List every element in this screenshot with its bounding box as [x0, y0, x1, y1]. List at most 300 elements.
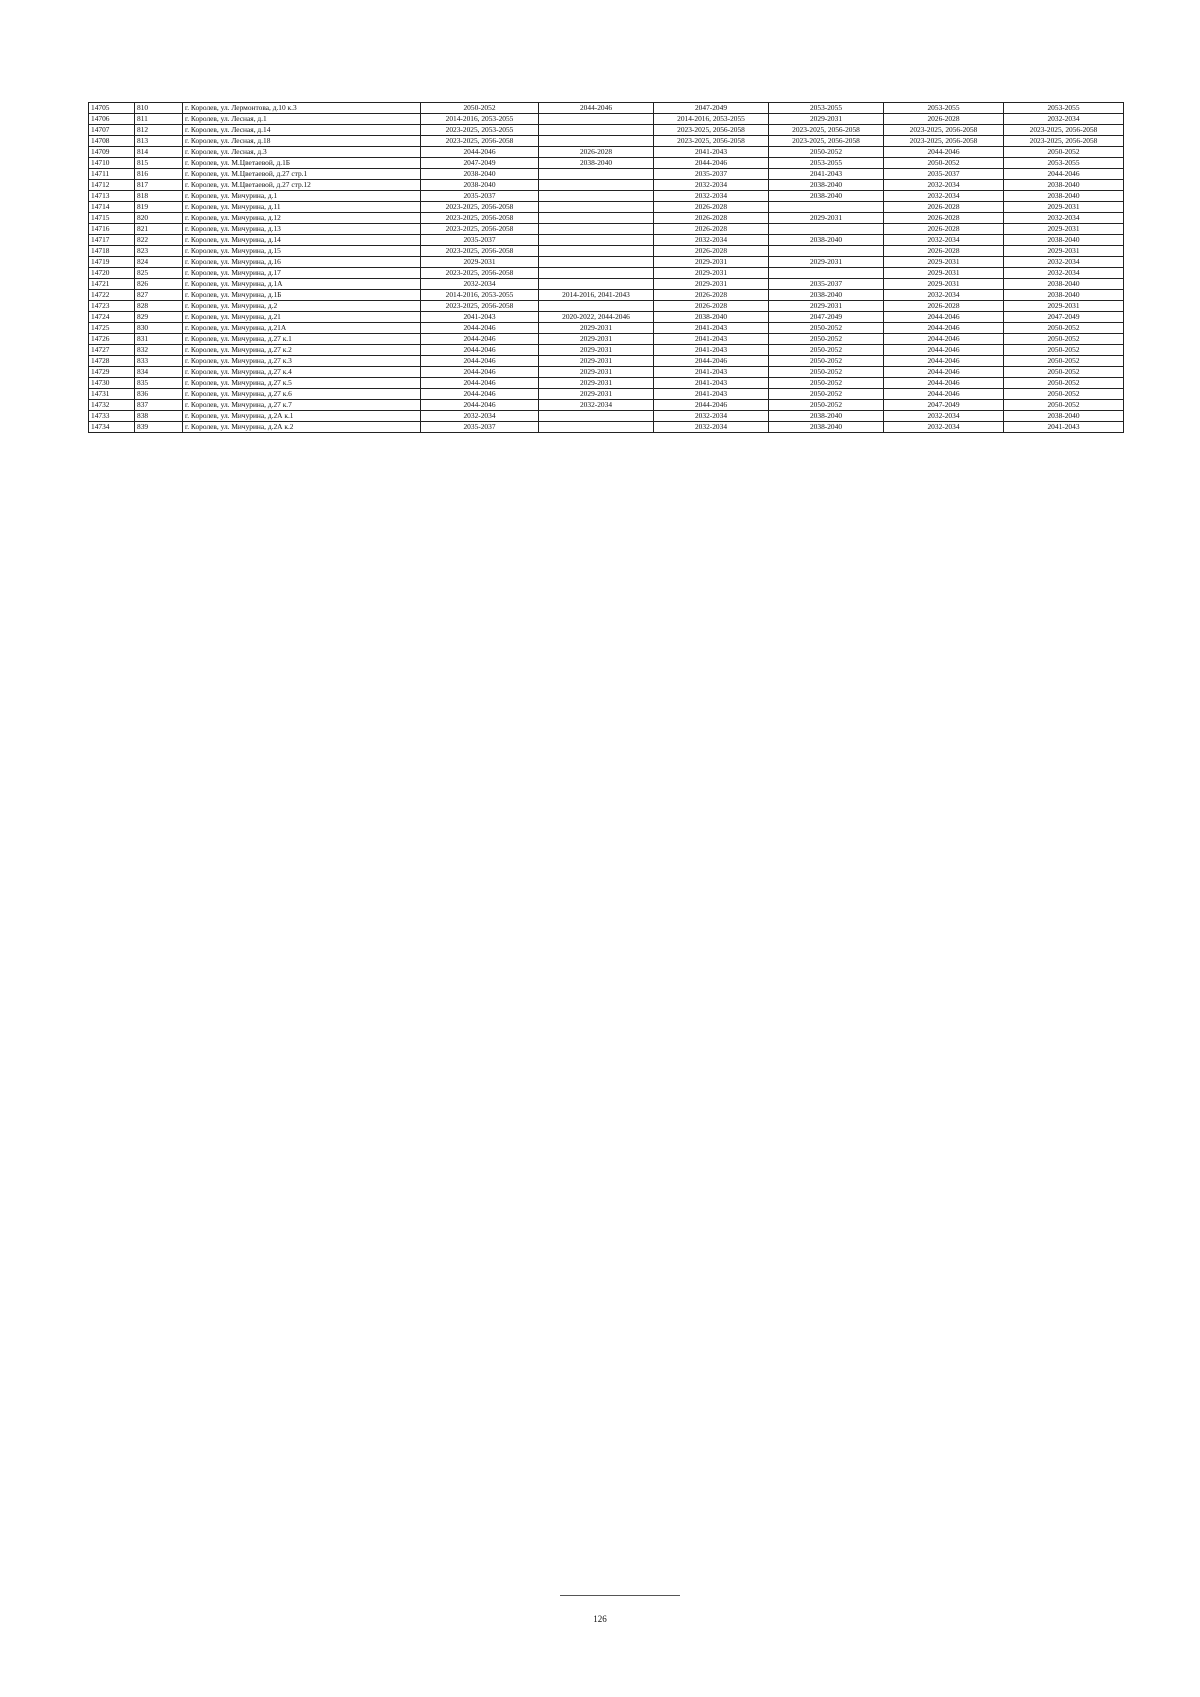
table-cell: 2032-2034	[884, 180, 1004, 191]
table-cell: г. Королев, ул. Мичурина, д.16	[183, 257, 421, 268]
table-cell: 2041-2043	[654, 147, 769, 158]
table-cell: 2038-2040	[421, 169, 539, 180]
table-cell: 2053-2055	[769, 103, 884, 114]
table-cell: г. Королев, ул. Лесная, д.1	[183, 114, 421, 125]
table-cell: 2023-2025, 2056-2058	[654, 136, 769, 147]
table-cell: 2038-2040	[1004, 191, 1124, 202]
table-cell: 826	[135, 279, 183, 290]
table-cell: 2014-2016, 2053-2055	[421, 114, 539, 125]
table-cell: 2038-2040	[1004, 411, 1124, 422]
table-cell: 836	[135, 389, 183, 400]
table-cell: 816	[135, 169, 183, 180]
table-cell: 2023-2025, 2056-2058	[421, 136, 539, 147]
table-cell: г. Королев, ул. Мичурина, д.15	[183, 246, 421, 257]
table-cell	[769, 202, 884, 213]
table-cell: 14729	[89, 367, 135, 378]
table-cell: 2020-2022, 2044-2046	[539, 312, 654, 323]
table-cell: г. Королев, ул. Мичурина, д.27 к.7	[183, 400, 421, 411]
table-cell: 2026-2028	[654, 224, 769, 235]
table-cell: 2035-2037	[421, 422, 539, 433]
table-row	[89, 147, 1124, 158]
table-cell: 14713	[89, 191, 135, 202]
table-cell: 2041-2043	[654, 345, 769, 356]
table-cell: 2038-2040	[1004, 290, 1124, 301]
table-cell: г. Королев, ул. Мичурина, д.27 к.2	[183, 345, 421, 356]
table-cell	[539, 125, 654, 136]
table-cell: 2023-2025, 2056-2058	[884, 136, 1004, 147]
table-cell: 2032-2034	[884, 411, 1004, 422]
table-cell: 2044-2046	[884, 312, 1004, 323]
table-cell: г. Королев, ул. М.Цветаевой, д.27 стр.12	[183, 180, 421, 191]
table-cell: 2029-2031	[1004, 246, 1124, 257]
table-cell: 2014-2016, 2041-2043	[539, 290, 654, 301]
table-cell: г. Королев, ул. Мичурина, д.17	[183, 268, 421, 279]
table-cell: 2044-2046	[421, 389, 539, 400]
table-row	[89, 257, 1124, 268]
table-row	[89, 136, 1124, 147]
table-cell: г. Королев, ул. Мичурина, д.1А	[183, 279, 421, 290]
table-cell: 2023-2025, 2056-2058	[421, 246, 539, 257]
table-cell: г. Королев, ул. Мичурина, д.21	[183, 312, 421, 323]
data-table	[88, 102, 1124, 433]
table-row	[89, 191, 1124, 202]
table-cell	[539, 202, 654, 213]
table-cell: 811	[135, 114, 183, 125]
table-cell: 2050-2052	[769, 345, 884, 356]
table-cell: 819	[135, 202, 183, 213]
table-cell: 2029-2031	[539, 334, 654, 345]
table-row	[89, 246, 1124, 257]
table-cell: 2029-2031	[654, 257, 769, 268]
table-row	[89, 312, 1124, 323]
table-cell: 2026-2028	[884, 114, 1004, 125]
table-cell: 2029-2031	[884, 257, 1004, 268]
table-row	[89, 411, 1124, 422]
table-cell: 2050-2052	[769, 147, 884, 158]
table-cell: 2032-2034	[1004, 114, 1124, 125]
table-cell: 2029-2031	[769, 114, 884, 125]
table-cell: 14734	[89, 422, 135, 433]
table-cell: 2032-2034	[1004, 268, 1124, 279]
table-cell: 2050-2052	[1004, 147, 1124, 158]
table-cell: 2044-2046	[884, 334, 1004, 345]
table-cell: 2050-2052	[421, 103, 539, 114]
table-cell: 815	[135, 158, 183, 169]
table-cell: 2053-2055	[1004, 103, 1124, 114]
table-cell: 2029-2031	[654, 279, 769, 290]
table-cell: 2035-2037	[654, 169, 769, 180]
table-cell: 14730	[89, 378, 135, 389]
table-cell	[769, 224, 884, 235]
table-row	[89, 235, 1124, 246]
table-cell: 2032-2034	[654, 180, 769, 191]
table-row	[89, 180, 1124, 191]
table-cell: 14732	[89, 400, 135, 411]
table-cell: 2041-2043	[654, 389, 769, 400]
table-cell: 2032-2034	[884, 290, 1004, 301]
table-cell: 2044-2046	[884, 367, 1004, 378]
table-cell: 822	[135, 235, 183, 246]
table-cell: 2026-2028	[654, 301, 769, 312]
table-row	[89, 334, 1124, 345]
table-row	[89, 125, 1124, 136]
table-cell: 14712	[89, 180, 135, 191]
table-cell	[539, 279, 654, 290]
table-cell	[539, 180, 654, 191]
table-cell: г. Королев, ул. М.Цветаевой, д.1Б	[183, 158, 421, 169]
table-cell: 2038-2040	[769, 180, 884, 191]
table-cell: 2041-2043	[769, 169, 884, 180]
table-cell: 2029-2031	[884, 268, 1004, 279]
table-cell: г. Королев, ул. Мичурина, д.27 к.1	[183, 334, 421, 345]
table-cell: г. Королев, ул. Лесная, д.3	[183, 147, 421, 158]
table-cell: 2044-2046	[884, 323, 1004, 334]
table-cell: 821	[135, 224, 183, 235]
table-cell: 2029-2031	[539, 367, 654, 378]
table-cell	[539, 411, 654, 422]
table-cell: 2026-2028	[654, 246, 769, 257]
table-cell: 2047-2049	[884, 400, 1004, 411]
table-cell: 14722	[89, 290, 135, 301]
table-cell: 14708	[89, 136, 135, 147]
table-cell: 2050-2052	[769, 389, 884, 400]
table-row	[89, 356, 1124, 367]
table-cell: 2041-2043	[654, 367, 769, 378]
table-row	[89, 169, 1124, 180]
table-cell: 2023-2025, 2056-2058	[421, 224, 539, 235]
table-cell: 14719	[89, 257, 135, 268]
table-cell	[769, 246, 884, 257]
table-cell: 2029-2031	[421, 257, 539, 268]
table-cell: г. Королев, ул. Мичурина, д.1	[183, 191, 421, 202]
table-cell: 834	[135, 367, 183, 378]
table-cell: 2026-2028	[654, 202, 769, 213]
table-cell: 823	[135, 246, 183, 257]
table-cell: 2032-2034	[884, 191, 1004, 202]
table-cell: 810	[135, 103, 183, 114]
table-cell: 2029-2031	[769, 213, 884, 224]
table-cell: 2038-2040	[769, 290, 884, 301]
table-cell: г. Королев, ул. М.Цветаевой, д.27 стр.1	[183, 169, 421, 180]
table-cell: 2044-2046	[421, 378, 539, 389]
table-cell: 2050-2052	[1004, 345, 1124, 356]
table-cell: 835	[135, 378, 183, 389]
table-row	[89, 400, 1124, 411]
table-cell: 2032-2034	[1004, 257, 1124, 268]
table-row	[89, 378, 1124, 389]
table-cell	[539, 246, 654, 257]
table-cell: 14707	[89, 125, 135, 136]
table-cell: 2053-2055	[1004, 158, 1124, 169]
table-cell: 2038-2040	[539, 158, 654, 169]
table-cell: 2032-2034	[654, 411, 769, 422]
table-cell: 2026-2028	[884, 213, 1004, 224]
table-cell: 2035-2037	[769, 279, 884, 290]
table-cell: 833	[135, 356, 183, 367]
table-cell: 2041-2043	[421, 312, 539, 323]
table-cell: 2044-2046	[421, 345, 539, 356]
table-cell: 14723	[89, 301, 135, 312]
table-cell: 2050-2052	[769, 367, 884, 378]
table-cell	[539, 301, 654, 312]
table-cell: 2029-2031	[654, 268, 769, 279]
table-cell: 2032-2034	[884, 235, 1004, 246]
table-cell: г. Королев, ул. Лесная, д.14	[183, 125, 421, 136]
table-cell: 2029-2031	[539, 378, 654, 389]
table-cell: 2044-2046	[421, 147, 539, 158]
table-cell: 830	[135, 323, 183, 334]
table-cell: 2023-2025, 2056-2058	[769, 125, 884, 136]
table-cell: 2050-2052	[769, 378, 884, 389]
table-cell: 2026-2028	[654, 213, 769, 224]
table-cell: 2044-2046	[421, 367, 539, 378]
table-cell: г. Королев, ул. Мичурина, д.27 к.3	[183, 356, 421, 367]
table-cell: г. Королев, ул. Мичурина, д.27 к.6	[183, 389, 421, 400]
table-cell: 812	[135, 125, 183, 136]
table-cell: 2050-2052	[769, 334, 884, 345]
table-cell: 2032-2034	[654, 235, 769, 246]
table-cell: 2050-2052	[1004, 323, 1124, 334]
table-cell: г. Королев, ул. Мичурина, д.27 к.4	[183, 367, 421, 378]
table-cell: 14711	[89, 169, 135, 180]
table-cell: г. Королев, ул. Мичурина, д.12	[183, 213, 421, 224]
table-cell	[539, 422, 654, 433]
table-cell: 2050-2052	[769, 323, 884, 334]
table-cell: 2053-2055	[884, 103, 1004, 114]
table-cell: 2032-2034	[421, 279, 539, 290]
table-cell: 2041-2043	[654, 323, 769, 334]
table-row	[89, 422, 1124, 433]
table-cell	[769, 268, 884, 279]
table-cell: 2038-2040	[654, 312, 769, 323]
table-cell: 2029-2031	[769, 257, 884, 268]
table-cell: 14709	[89, 147, 135, 158]
table-cell: 2038-2040	[769, 422, 884, 433]
table-cell: 838	[135, 411, 183, 422]
table-cell: г. Королев, ул. Мичурина, д.1Б	[183, 290, 421, 301]
table-cell: г. Королев, ул. Мичурина, д.14	[183, 235, 421, 246]
table-row	[89, 367, 1124, 378]
table-cell: 2038-2040	[1004, 180, 1124, 191]
table-cell: 14721	[89, 279, 135, 290]
table-cell: 818	[135, 191, 183, 202]
table-cell: 2032-2034	[421, 411, 539, 422]
table-cell: 2050-2052	[1004, 389, 1124, 400]
table-cell: 831	[135, 334, 183, 345]
table-cell: 2044-2046	[884, 345, 1004, 356]
page-number: 126	[593, 1614, 607, 1624]
table-cell: 2014-2016, 2053-2055	[654, 114, 769, 125]
table-cell: 2029-2031	[769, 301, 884, 312]
table-cell: 2044-2046	[539, 103, 654, 114]
table-cell: 828	[135, 301, 183, 312]
table-cell: 2026-2028	[539, 147, 654, 158]
table-row	[89, 158, 1124, 169]
table-cell	[539, 191, 654, 202]
table-cell: 2032-2034	[539, 400, 654, 411]
footer-divider	[560, 1595, 680, 1596]
table-cell: 827	[135, 290, 183, 301]
table-cell: 2035-2037	[421, 191, 539, 202]
table-cell: г. Королев, ул. Мичурина, д.2А к.1	[183, 411, 421, 422]
table-cell: 2044-2046	[654, 356, 769, 367]
table-cell: 2047-2049	[421, 158, 539, 169]
table-cell: г. Королев, ул. Мичурина, д.21А	[183, 323, 421, 334]
table-row	[89, 202, 1124, 213]
table-cell: 2044-2046	[421, 323, 539, 334]
table-cell: 14710	[89, 158, 135, 169]
table-cell: 14715	[89, 213, 135, 224]
table-cell	[539, 213, 654, 224]
table-cell: 2044-2046	[884, 147, 1004, 158]
table-cell: 2035-2037	[421, 235, 539, 246]
table-cell: 832	[135, 345, 183, 356]
table-cell: 2050-2052	[1004, 356, 1124, 367]
table-cell	[539, 224, 654, 235]
table-cell: г. Королев, ул. Лесная, д.18	[183, 136, 421, 147]
table-cell: 14731	[89, 389, 135, 400]
table-cell: 2023-2025, 2056-2058	[421, 202, 539, 213]
table-cell: 14716	[89, 224, 135, 235]
table-cell: 14724	[89, 312, 135, 323]
table-cell: 2032-2034	[1004, 213, 1124, 224]
table-row	[89, 290, 1124, 301]
table-cell: 2053-2055	[769, 158, 884, 169]
table-cell: 2023-2025, 2056-2058	[769, 136, 884, 147]
table-cell: 2023-2025, 2056-2058	[421, 268, 539, 279]
table-cell: 2023-2025, 2056-2058	[421, 301, 539, 312]
table-cell: 2044-2046	[421, 356, 539, 367]
table-cell: 2026-2028	[884, 224, 1004, 235]
table-cell: г. Королев, ул. Мичурина, д.27 к.5	[183, 378, 421, 389]
table-cell: 14720	[89, 268, 135, 279]
table-cell: 2044-2046	[884, 389, 1004, 400]
table-cell: 2029-2031	[539, 345, 654, 356]
table-cell: 14706	[89, 114, 135, 125]
table-cell: 14728	[89, 356, 135, 367]
table-cell	[539, 114, 654, 125]
table-cell: 2029-2031	[1004, 224, 1124, 235]
table-cell: 2038-2040	[769, 411, 884, 422]
table-cell: 2023-2025, 2056-2058	[884, 125, 1004, 136]
table-row	[89, 103, 1124, 114]
table-cell: 2029-2031	[884, 279, 1004, 290]
table-cell: 2029-2031	[1004, 202, 1124, 213]
table-cell: 14725	[89, 323, 135, 334]
table-cell: 2032-2034	[884, 422, 1004, 433]
table-cell: 2023-2025, 2056-2058	[421, 213, 539, 224]
table-cell: 2044-2046	[421, 334, 539, 345]
table-row	[89, 224, 1124, 235]
table-cell: 2014-2016, 2053-2055	[421, 290, 539, 301]
table-cell: 2041-2043	[654, 378, 769, 389]
table-cell: 2029-2031	[539, 356, 654, 367]
table-cell: 2047-2049	[1004, 312, 1124, 323]
table-cell: 2023-2025, 2056-2058	[1004, 125, 1124, 136]
table-cell: 2038-2040	[1004, 279, 1124, 290]
table-cell: 2044-2046	[654, 400, 769, 411]
table-cell: г. Королев, ул. Лермонтова, д.10 к.3	[183, 103, 421, 114]
table-cell: 2047-2049	[769, 312, 884, 323]
table-cell: 814	[135, 147, 183, 158]
table-cell	[539, 169, 654, 180]
table-cell: г. Королев, ул. Мичурина, д.2	[183, 301, 421, 312]
table-cell: 2035-2037	[884, 169, 1004, 180]
table-cell: 2050-2052	[1004, 334, 1124, 345]
table-cell: 2041-2043	[654, 334, 769, 345]
table-cell: 2026-2028	[654, 290, 769, 301]
table-cell: 825	[135, 268, 183, 279]
table-cell: 2041-2043	[1004, 422, 1124, 433]
table-cell: 2044-2046	[884, 356, 1004, 367]
table-cell	[539, 235, 654, 246]
table-row	[89, 213, 1124, 224]
table-cell: 813	[135, 136, 183, 147]
table-cell: 14718	[89, 246, 135, 257]
table-cell: 2044-2046	[884, 378, 1004, 389]
table-cell: 820	[135, 213, 183, 224]
table-cell	[539, 136, 654, 147]
table-cell: 14714	[89, 202, 135, 213]
table-cell: 14727	[89, 345, 135, 356]
table-body	[89, 103, 1124, 433]
table-cell: 2044-2046	[1004, 169, 1124, 180]
table-row	[89, 114, 1124, 125]
table-cell: 2026-2028	[884, 246, 1004, 257]
table-row	[89, 389, 1124, 400]
table-cell: 2029-2031	[539, 323, 654, 334]
table-cell	[539, 257, 654, 268]
table-cell: 2050-2052	[1004, 367, 1124, 378]
table-cell: 2026-2028	[884, 301, 1004, 312]
table-cell: 829	[135, 312, 183, 323]
table-cell: 2038-2040	[769, 235, 884, 246]
table-cell: 2038-2040	[769, 191, 884, 202]
table-cell: 2032-2034	[654, 191, 769, 202]
table-cell: 2044-2046	[654, 158, 769, 169]
table-cell: 2029-2031	[1004, 301, 1124, 312]
table-cell: 2047-2049	[654, 103, 769, 114]
table-cell: 2026-2028	[884, 202, 1004, 213]
table-cell: 2038-2040	[1004, 235, 1124, 246]
table-cell: г. Королев, ул. Мичурина, д.13	[183, 224, 421, 235]
table-cell: г. Королев, ул. Мичурина, д.11	[183, 202, 421, 213]
table-cell: 2050-2052	[769, 400, 884, 411]
table-cell: 817	[135, 180, 183, 191]
table-cell: г. Королев, ул. Мичурина, д.2А к.2	[183, 422, 421, 433]
table-cell: 2038-2040	[421, 180, 539, 191]
table-cell: 2032-2034	[654, 422, 769, 433]
table-row	[89, 323, 1124, 334]
table-cell: 14705	[89, 103, 135, 114]
table-cell: 2044-2046	[421, 400, 539, 411]
table-cell: 824	[135, 257, 183, 268]
table-row	[89, 268, 1124, 279]
table-cell: 2023-2025, 2056-2058	[1004, 136, 1124, 147]
table-row	[89, 345, 1124, 356]
table-cell: 2050-2052	[1004, 378, 1124, 389]
table-row	[89, 301, 1124, 312]
table-cell: 2050-2052	[884, 158, 1004, 169]
table-cell: 2029-2031	[539, 389, 654, 400]
table-cell: 14726	[89, 334, 135, 345]
table-cell: 2050-2052	[1004, 400, 1124, 411]
table-cell: 14733	[89, 411, 135, 422]
table-cell: 839	[135, 422, 183, 433]
table-cell: 2023-2025, 2053-2055	[421, 125, 539, 136]
table-cell: 2050-2052	[769, 356, 884, 367]
table-cell	[539, 268, 654, 279]
